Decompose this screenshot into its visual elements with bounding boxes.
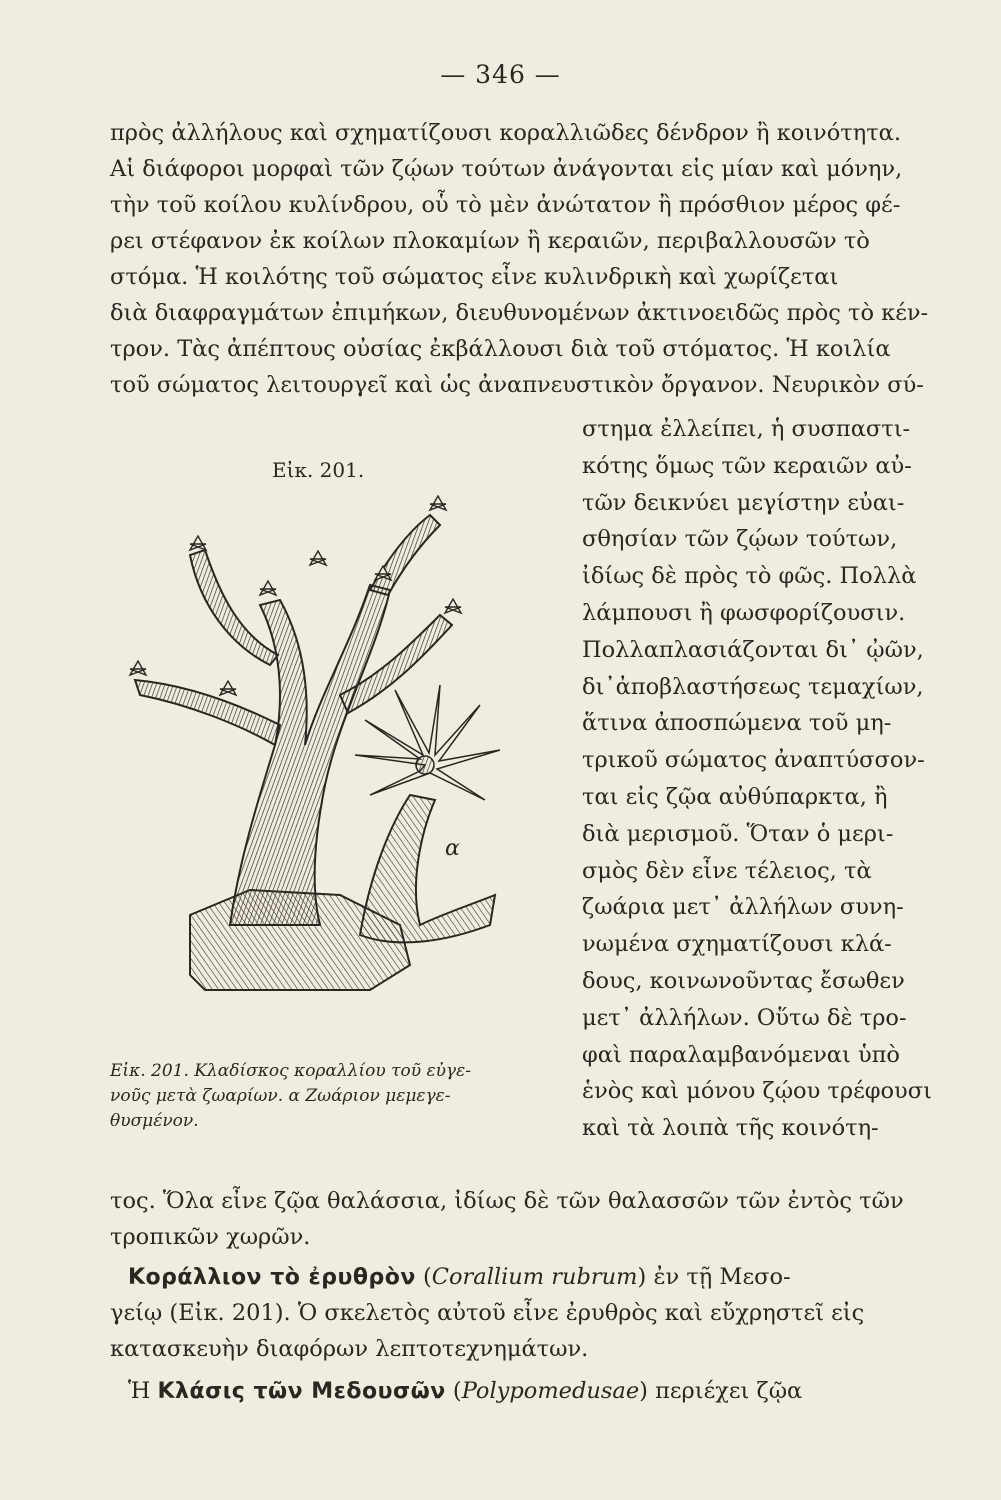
figure-caption-line: νοῦς μετὰ ζωαρίων. α Ζωάριον μεμεγε-	[110, 1086, 451, 1106]
class-name-bold: Κλάσις τῶν Μεδουσῶν	[157, 1379, 446, 1404]
polyp-stalk	[360, 795, 495, 942]
polyp-star	[445, 599, 461, 613]
page-number: — 346 —	[440, 60, 561, 89]
coral-branch	[370, 515, 440, 595]
class-paragraph-heading: Ἡ Κλάσις τῶν Μεδουσῶν (Polypomedusae) περιέχει ζῷα	[128, 1378, 803, 1404]
text-line: Πολλαπλασιάζονται δι᾽ ᾠῶν,	[582, 636, 924, 663]
text-span: περιέχει ζῷα	[655, 1378, 803, 1404]
text-line: τοῦ σώματος λειτουργεῖ καὶ ὡς ἀναπνευστικὸν ὄργανον. Νευρικὸν σύ-	[110, 372, 924, 398]
text-line: καὶ τὰ λοιπὰ τῆς κοινότη-	[582, 1115, 879, 1142]
text-line: σμὸς δὲν εἶνε τέλειος, τὰ	[582, 857, 872, 884]
figure-letter-alpha: α	[445, 836, 460, 861]
text-line: γείῳ (Εἰκ. 201). Ὁ σκελετὸς αὐτοῦ εἶνε ἐρυθρὸς καὶ εὔχρηστεῖ εἰς	[110, 1300, 865, 1326]
polyp-star	[130, 661, 146, 675]
text-line: σθησίαν τῶν ζῴων τούτων,	[582, 526, 898, 553]
text-line: τρικοῦ σώματος ἀναπτύσσον-	[582, 747, 925, 774]
coral-latin-name: Corallium rubrum	[431, 1264, 638, 1290]
text-line: τῶν δεικνύει μεγίστην εὐαι-	[582, 489, 905, 516]
text-line: ἑνὸς καὶ μόνου ζῴου τρέφουσι	[582, 1078, 932, 1105]
polyp-head	[355, 685, 500, 800]
text-span: Ἡ	[128, 1378, 151, 1404]
text-line: ἰδίως δὲ πρὸς τὸ φῶς. Πολλὰ	[582, 563, 917, 590]
coral-branch	[135, 680, 280, 745]
polyp-star	[190, 536, 206, 550]
text-line: ἅτινα ἀποσπώμενα τοῦ μη-	[582, 710, 892, 737]
text-line: τος. Ὅλα εἶνε ζῷα θαλάσσια, ἰδίως δὲ τῶν θαλασσῶν τῶν ἐντὸς τῶν	[110, 1188, 904, 1214]
polyp-star	[430, 496, 446, 510]
text-line: διὰ διαφραγμάτων ἐπιμήκων, διευθυνομένων ἀκτινοειδῶς πρὸς τὸ κέν-	[110, 300, 929, 326]
text-line: φαὶ παραλαμβανόμεναι ὑπὸ	[582, 1041, 900, 1068]
text-line: δι᾽ἀποβλαστήσεως τεμαχίων,	[582, 673, 924, 700]
text-line: τροπικῶν χωρῶν.	[110, 1224, 311, 1250]
figure-caption-line: Εἰκ. 201. Κλαδίσκος κοραλλίου τοῦ εὐγε-	[110, 1061, 471, 1081]
text-line: νωμένα σχηματίζουσι κλά-	[582, 931, 892, 958]
text-line: κατασκευὴν διαφόρων λεπτοτεχνημάτων.	[110, 1336, 589, 1362]
text-line: στημα ἐλλείπει, ἡ συσπαστι-	[582, 416, 911, 442]
coral-paragraph-heading: Κοράλλιον τὸ ἐρυθρὸν (Corallium rubrum) ἐν τῇ Μεσο-	[128, 1264, 791, 1290]
polyp-star	[310, 551, 326, 565]
text-line: δους, κοινωνοῦντας ἔσωθεν	[582, 968, 905, 994]
text-line: κότης ὅμως τῶν κεραιῶν αὐ-	[582, 452, 912, 479]
text-line: Αἱ διάφοροι μορφαὶ τῶν ζῴων τούτων ἀνάγονται εἰς μίαν καὶ μόνην,	[110, 156, 903, 182]
polyp-star	[220, 681, 236, 695]
text-span: ἐν τῇ Μεσο-	[653, 1264, 791, 1290]
text-line: πρὸς ἀλλήλους καὶ σχηματίζουσι κοραλλιῶδες δένδρον ἢ κοινότητα.	[110, 120, 902, 146]
text-line: ται εἰς ζῷα αὐθύπαρκτα, ἢ	[582, 784, 888, 810]
class-latin-name: Polypomedusae	[461, 1378, 640, 1404]
text-line: διὰ μερισμοῦ. Ὅταν ὁ μερι-	[582, 820, 894, 847]
figure-label: Εἰκ. 201.	[272, 458, 365, 482]
text-line: ρει στέφανον ἐκ κοίλων πλοκαμίων ἢ κεραιῶν, περιβαλλουσῶν τὸ	[110, 228, 870, 254]
text-line: τρον. Τὰς ἀπέπτους οὐσίας ἐκβάλλουσι διὰ τοῦ στόματος. Ἡ κοιλία	[110, 336, 891, 362]
coral-name-bold: Κοράλλιον τὸ ἐρυθρὸν	[128, 1265, 416, 1290]
polyp-star	[260, 581, 276, 595]
text-line: μετ᾽ ἀλλήλων. Οὕτω δὲ τρο-	[582, 1004, 907, 1031]
text-line: τὴν τοῦ κοίλου κυλίνδρου, οὗ τὸ μὲν ἀνώτατον ἢ πρόσθιον μέρος φέ-	[110, 192, 901, 218]
text-line: ζωάρια μετ᾽ ἀλλήλων συνη-	[582, 894, 904, 921]
text-line: λάμπουσι ἢ φωσφορίζουσιν.	[582, 600, 906, 626]
text-line: στόμα. Ἡ κοιλότης τοῦ σώματος εἶνε κυλινδρικὴ καὶ χωρίζεται	[110, 264, 839, 290]
coral-branch-illustration	[110, 495, 530, 995]
figure-caption-line: θυσμένον.	[110, 1111, 199, 1131]
